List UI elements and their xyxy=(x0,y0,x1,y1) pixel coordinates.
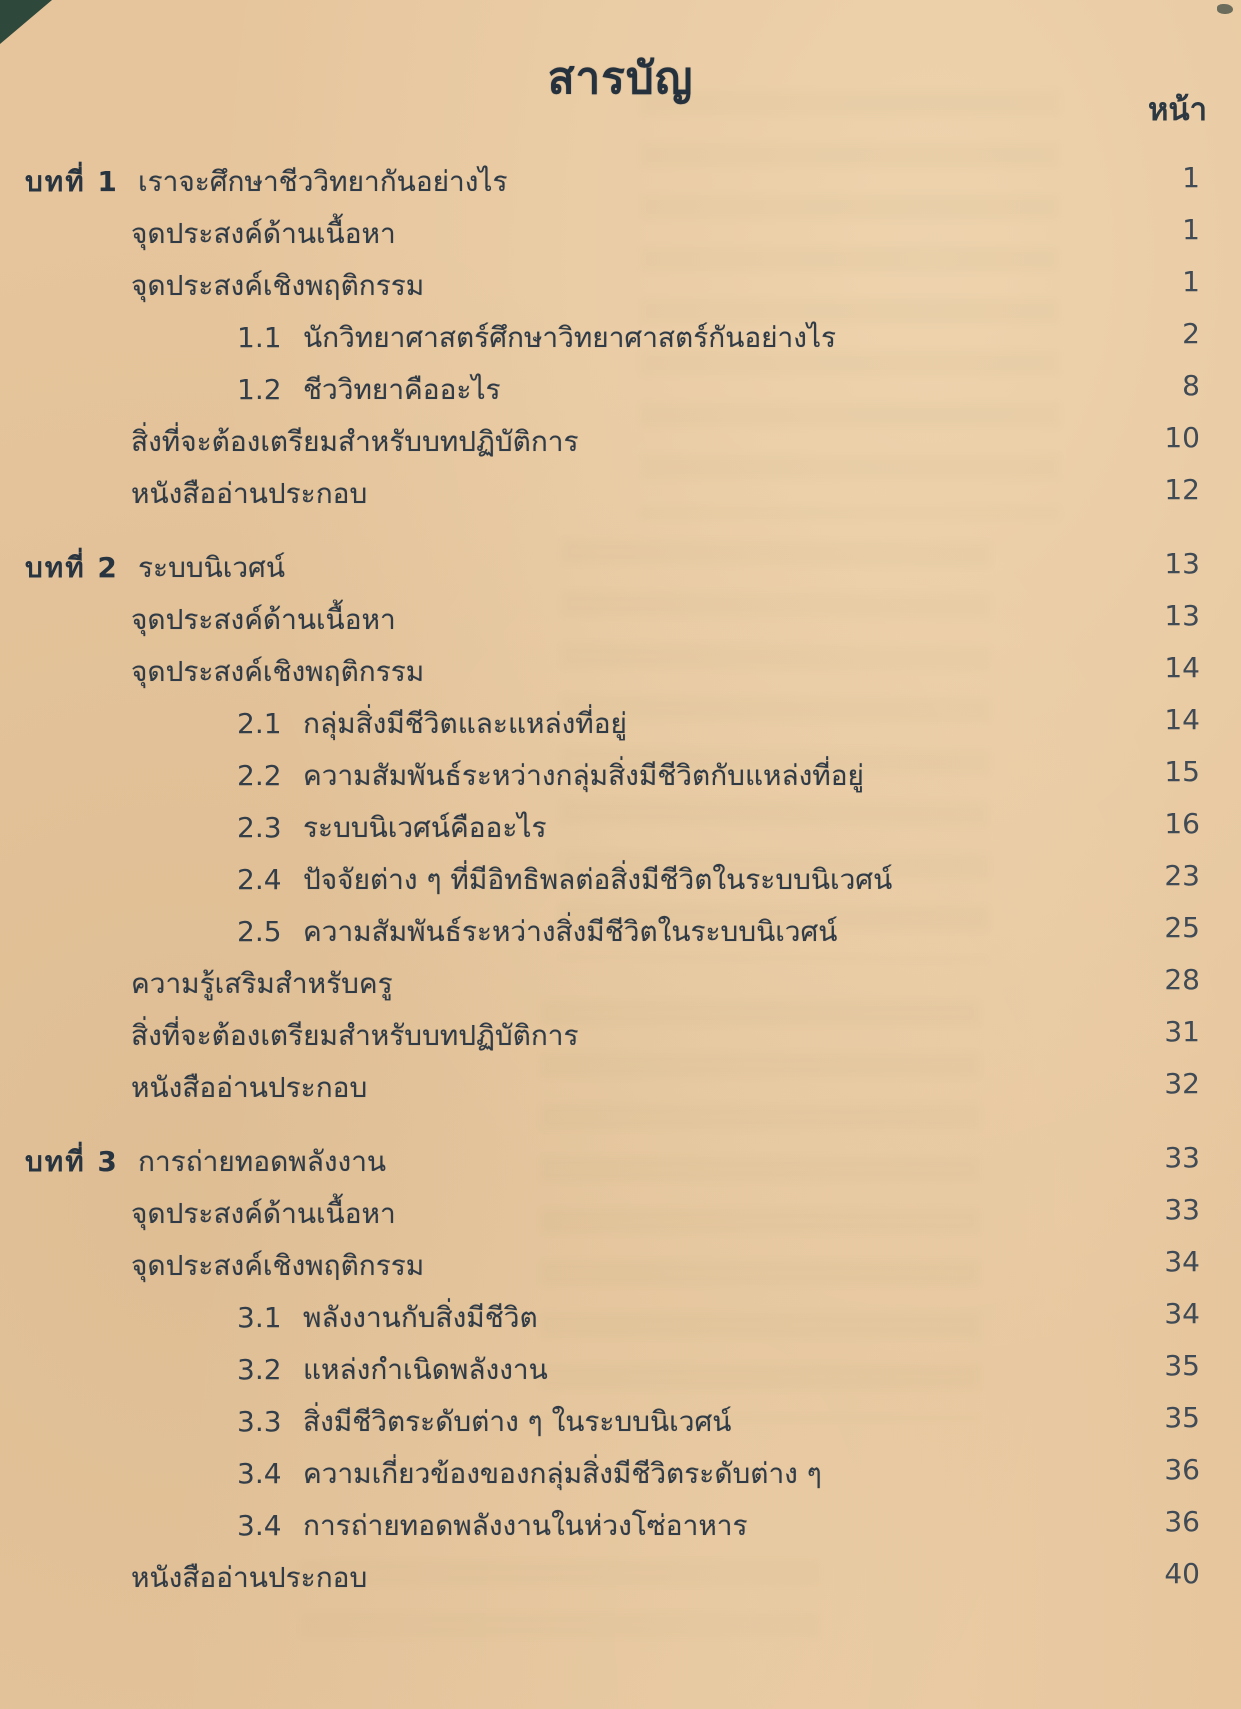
item-title: จุดประสงค์ด้านเนื้อหา xyxy=(131,217,396,250)
toc-row xyxy=(0,594,1241,646)
page-number: 10 xyxy=(1164,421,1200,454)
page-number: 1 xyxy=(1182,265,1200,298)
item-title: สิ่งมีชีวิตระดับต่าง ๆ ในระบบนิเวศน์ xyxy=(303,1405,732,1438)
page-number: 14 xyxy=(1164,651,1200,684)
toc-row xyxy=(0,1240,1241,1292)
item-title: นักวิทยาศาสตร์ศึกษาวิทยาศาสตร์กันอย่างไร xyxy=(303,321,837,354)
item-title: ความสัมพันธ์ระหว่างสิ่งมีชีวิตในระบบนิเวศน์ xyxy=(303,915,838,948)
page-number: 33 xyxy=(1164,1193,1200,1226)
toc-row xyxy=(0,416,1241,468)
toc-row xyxy=(0,468,1241,520)
item-title: ระบบนิเวศน์คืออะไร xyxy=(303,811,547,844)
page-column-header: หน้า xyxy=(1147,92,1207,128)
page-number: 8 xyxy=(1182,369,1200,402)
page-number: 15 xyxy=(1164,755,1200,788)
item-number: 3.1 xyxy=(237,1301,282,1334)
page-number: 35 xyxy=(1164,1401,1200,1434)
item-title: เราจะศึกษาชีววิทยากันอย่างไร xyxy=(138,165,508,198)
page-number: 36 xyxy=(1164,1505,1200,1538)
item-number: 3.4 xyxy=(237,1457,282,1490)
toc-row xyxy=(0,958,1241,1010)
page-number: 35 xyxy=(1164,1349,1200,1382)
page-number: 32 xyxy=(1164,1067,1200,1100)
toc-row xyxy=(0,1188,1241,1240)
item-title: แหล่งกำเนิดพลังงาน xyxy=(303,1353,548,1386)
item-title: สิ่งที่จะต้องเตรียมสำหรับบทปฏิบัติการ xyxy=(131,1019,579,1052)
toc-row xyxy=(0,260,1241,312)
item-number: 2.1 xyxy=(237,707,282,740)
page-number: 25 xyxy=(1164,911,1200,944)
page-number: 1 xyxy=(1182,161,1200,194)
toc-row xyxy=(0,1552,1241,1604)
item-title: หนังสืออ่านประกอบ xyxy=(131,1071,368,1104)
item-number: 1.1 xyxy=(237,321,282,354)
toc-row xyxy=(0,542,1241,594)
toc-row xyxy=(0,1396,1241,1448)
item-title: การถ่ายทอดพลังงานในห่วงโซ่อาหาร xyxy=(303,1509,748,1542)
item-number: 3.2 xyxy=(237,1353,282,1386)
item-title: ความรู้เสริมสำหรับครู xyxy=(131,967,393,1000)
page-number: 23 xyxy=(1164,859,1200,892)
page-title: สารบัญ xyxy=(547,53,694,105)
item-number: 2.2 xyxy=(237,759,282,792)
scan-speck xyxy=(1217,4,1233,14)
page-number: 1 xyxy=(1182,213,1200,246)
page-number: 14 xyxy=(1164,703,1200,736)
item-title: จุดประสงค์เชิงพฤติกรรม xyxy=(131,269,425,302)
toc-row xyxy=(0,312,1241,364)
page-number: 12 xyxy=(1164,473,1200,506)
page-number: 40 xyxy=(1164,1557,1200,1590)
toc-row xyxy=(0,802,1241,854)
item-number: 2.4 xyxy=(237,863,282,896)
item-title: จุดประสงค์ด้านเนื้อหา xyxy=(131,603,396,636)
item-title: จุดประสงค์เชิงพฤติกรรม xyxy=(131,655,425,688)
table-of-contents xyxy=(0,134,1241,1604)
page-corner-artifact xyxy=(0,0,52,44)
item-title: กลุ่มสิ่งมีชีวิตและแหล่งที่อยู่ xyxy=(303,707,627,740)
page-number: 28 xyxy=(1164,963,1200,996)
page-number: 2 xyxy=(1182,317,1200,350)
item-title: หนังสืออ่านประกอบ xyxy=(131,1561,368,1594)
page-number: 13 xyxy=(1164,599,1200,632)
toc-row xyxy=(0,750,1241,802)
page-number: 34 xyxy=(1164,1297,1200,1330)
item-number: 3.3 xyxy=(237,1405,282,1438)
page-number: 13 xyxy=(1164,547,1200,580)
toc-row xyxy=(0,1062,1241,1114)
page-number: 34 xyxy=(1164,1245,1200,1278)
toc-row xyxy=(0,698,1241,750)
toc-row xyxy=(0,1344,1241,1396)
item-title: หนังสืออ่านประกอบ xyxy=(131,477,368,510)
item-title: ปัจจัยต่าง ๆ ที่มีอิทธิพลต่อสิ่งมีชีวิตในระบบนิเวศน์ xyxy=(303,863,893,896)
toc-row xyxy=(0,1448,1241,1500)
item-title: ความเกี่ยวข้องของกลุ่มสิ่งมีชีวิตระดับต่าง ๆ xyxy=(303,1457,822,1490)
item-title: ความสัมพันธ์ระหว่างกลุ่มสิ่งมีชีวิตกับแหล่งที่อยู่ xyxy=(303,759,864,792)
toc-row xyxy=(0,1500,1241,1552)
toc-row xyxy=(0,646,1241,698)
item-number: 2.5 xyxy=(237,915,282,948)
page-number: 16 xyxy=(1164,807,1200,840)
page-number: 36 xyxy=(1164,1453,1200,1486)
chapter-label: บทที่ 2 xyxy=(25,551,119,584)
page-number: 33 xyxy=(1164,1141,1200,1174)
toc-row xyxy=(0,1292,1241,1344)
toc-row xyxy=(0,208,1241,260)
toc-row xyxy=(0,1136,1241,1188)
chapter-label: บทที่ 3 xyxy=(25,1145,119,1178)
item-title: จุดประสงค์เชิงพฤติกรรม xyxy=(131,1249,425,1282)
item-title: สิ่งที่จะต้องเตรียมสำหรับบทปฏิบัติการ xyxy=(131,425,579,458)
item-number: 2.3 xyxy=(237,811,282,844)
toc-row xyxy=(0,906,1241,958)
page-number: 31 xyxy=(1164,1015,1200,1048)
item-title: การถ่ายทอดพลังงาน xyxy=(138,1145,387,1178)
item-title: ชีววิทยาคืออะไร xyxy=(303,373,501,406)
toc-row xyxy=(0,156,1241,208)
item-number: 3.4 xyxy=(237,1509,282,1542)
item-title: จุดประสงค์ด้านเนื้อหา xyxy=(131,1197,396,1230)
item-title: พลังงานกับสิ่งมีชีวิต xyxy=(303,1301,538,1334)
item-number: 1.2 xyxy=(237,373,282,406)
toc-row xyxy=(0,364,1241,416)
item-title: ระบบนิเวศน์ xyxy=(138,551,285,584)
toc-row xyxy=(0,1010,1241,1062)
toc-row xyxy=(0,854,1241,906)
chapter-label: บทที่ 1 xyxy=(25,165,119,198)
